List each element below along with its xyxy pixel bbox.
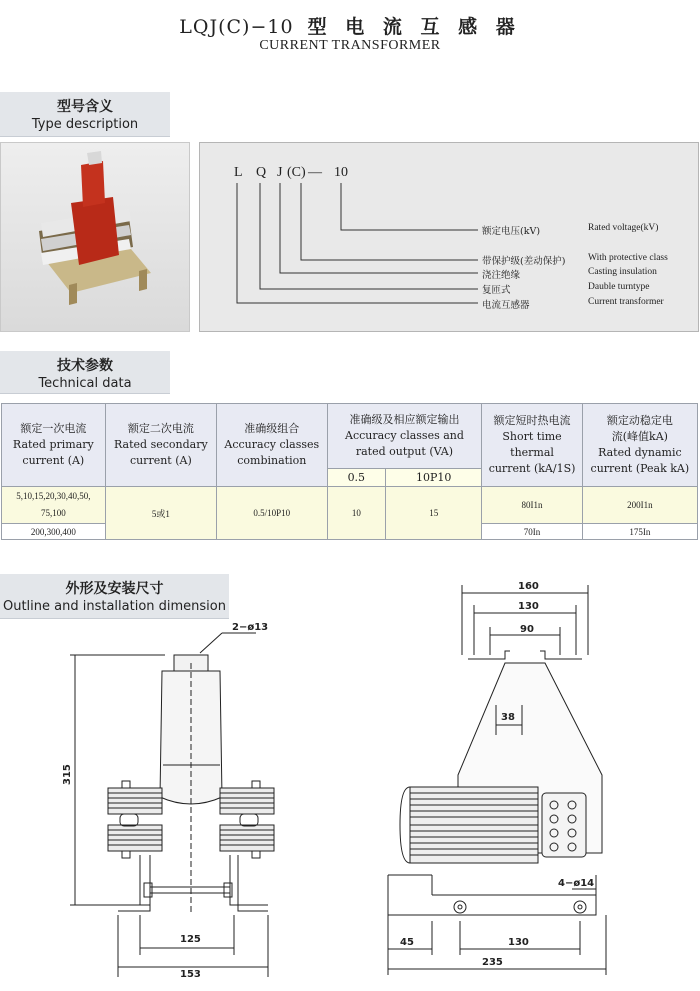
type-item-en-3: Dauble turntype — [588, 282, 650, 292]
cell-primary-1: 200,300,400 — [2, 524, 106, 540]
page-subtitle: CURRENT TRANSFORMER — [259, 38, 441, 53]
front-dim-holes: 2−ø13 — [232, 622, 269, 633]
table-header-row — [2, 404, 698, 469]
technical-data-table — [1, 403, 698, 540]
technical-data-heading — [0, 351, 170, 394]
col-thermal-header: 额定短时热电流 Short time thermal current (kA/1S) — [482, 404, 582, 487]
col-accuracy-header: 准确级组合 Accuracy classes combination — [217, 404, 328, 487]
cell-accuracy: 0.5/10P10 — [217, 487, 328, 540]
side-dim-left: 45 — [400, 937, 414, 948]
col-dynamic-header: 额定动稳定电 流(峰值kA) Rated dynamic current (Peak kA) — [582, 404, 697, 487]
type-item-zh-3: 复匝式 — [482, 285, 511, 296]
type-item-en-1: With protective class — [588, 253, 668, 263]
col-secondary-header: 额定二次电流 Rated secondary current (A) — [105, 404, 216, 487]
type-item-zh-0: 额定电压(kV) — [482, 226, 541, 237]
front-dim-inner: 125 — [180, 934, 201, 945]
outline-heading-zh: 外形及安装尺寸 — [65, 581, 164, 597]
type-item-en-2: Casting insulation — [588, 267, 657, 277]
transformer-photo-illustration — [1, 143, 189, 331]
code-l: L — [234, 165, 243, 180]
cell-dynamic-1: 175In — [582, 524, 697, 540]
col-output-05: 0.5 — [327, 469, 386, 487]
side-dim-slot: 38 — [501, 712, 515, 723]
side-dim-holes: 4−ø14 — [558, 878, 595, 889]
type-item-en-4: Current transformer — [588, 297, 664, 307]
side-dim-total: 235 — [482, 957, 503, 968]
type-heading-zh: 型号含义 — [57, 99, 113, 115]
cell-output-10p10: 15 — [386, 487, 482, 540]
side-dim-top-mid: 130 — [518, 601, 539, 612]
page-title — [0, 12, 700, 39]
side-dim-base-holes: 130 — [508, 937, 529, 948]
front-dim-height: 315 — [62, 764, 73, 785]
cell-dynamic-0: 200I1n — [582, 487, 697, 524]
side-view-drawing — [370, 575, 698, 991]
side-dim-top-inner: 90 — [520, 624, 534, 635]
cell-thermal-1: 70In — [482, 524, 582, 540]
code-10: 10 — [334, 165, 348, 180]
outline-heading — [0, 574, 229, 619]
code-j: J — [277, 165, 283, 180]
product-photo — [0, 142, 190, 332]
cell-thermal-0: 80I1n — [482, 487, 582, 524]
type-item-zh-1: 带保护级(差动保护) — [482, 256, 566, 267]
outline-heading-en: Outline and installation dimension — [2, 599, 226, 614]
col-primary-header: 额定一次电流 Rated primary current (A) — [2, 404, 106, 487]
tech-heading-zh: 技术参数 — [57, 358, 113, 374]
code-q: Q — [256, 165, 267, 180]
front-view-drawing — [0, 615, 330, 991]
side-dim-top-outer: 160 — [518, 581, 539, 592]
col-output-header: 准确级及相应额定输出 Accuracy classes and rated output (VA) — [327, 404, 482, 469]
model-code: LQJ(C)−10 — [179, 16, 294, 38]
tech-heading-en: Technical data — [38, 376, 132, 391]
code-c: (C) — [287, 165, 306, 180]
type-heading-en: Type description — [31, 117, 139, 132]
cell-primary-0: 5,10,15,20,30,40,50, 75,100 — [2, 487, 106, 524]
cell-secondary: 5或1 — [105, 487, 216, 540]
front-dim-outer: 153 — [180, 969, 201, 980]
cell-output-05: 10 — [327, 487, 386, 540]
type-item-zh-2: 浇注绝缘 — [482, 270, 521, 281]
title-zh: 型 电 流 互 感 器 — [307, 16, 521, 38]
code-dash: — — [308, 165, 322, 180]
type-description-box — [199, 142, 699, 332]
type-item-zh-4: 电流互感器 — [482, 300, 530, 311]
table-row — [2, 487, 698, 524]
type-description-heading — [0, 92, 170, 137]
type-item-en-0: Rated voltage(kV) — [588, 223, 659, 233]
col-output-10p10: 10P10 — [386, 469, 482, 487]
